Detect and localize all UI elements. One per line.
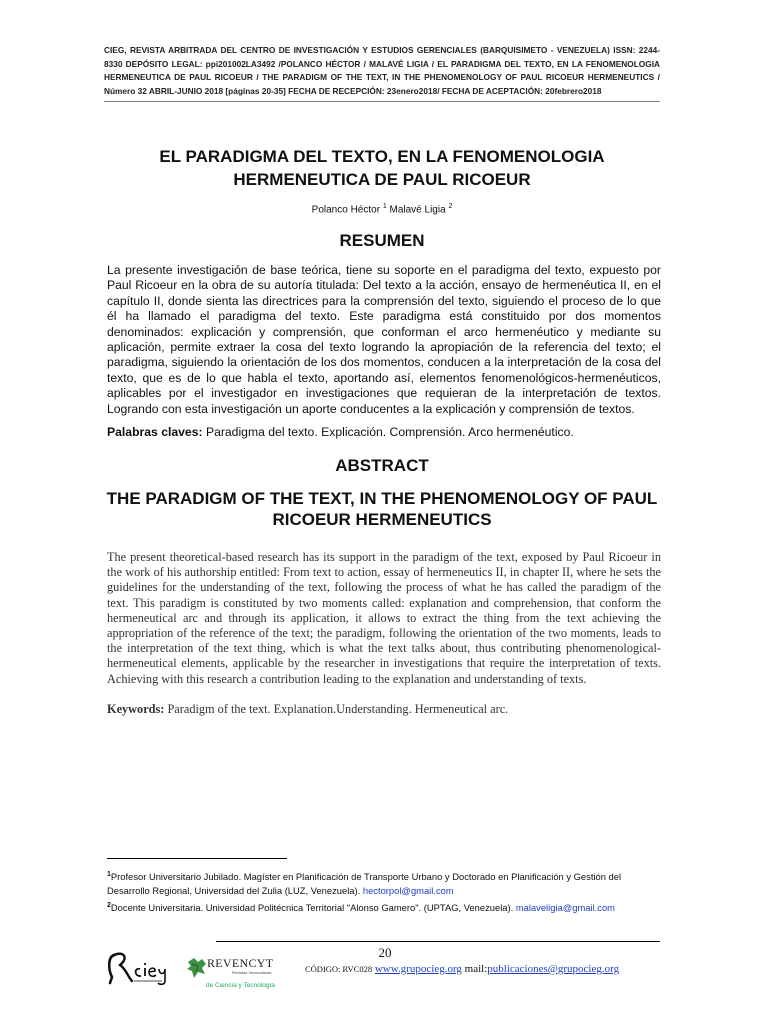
mail-label: mail: bbox=[464, 963, 488, 975]
resumen-body: La presente investigación de base teórica, tiene su soporte en el paradigma del texto, expuesto por Paul Ricoeur en la obra de su autoría titulada: Del texto a la acción, ensayo de hermenéutica II, en el capítulo II, donde sienta las directrices para la comprensión del texto, siguiendo el proceso de lo que él ha llamado el paradigma del texto. Este paradigma está constituido por dos momentos denominados: explicación y comprensión, que conforman el arco hermenéutico y mediante su aplicación, permite extraer la cosa del texto logrando la apropiación de la referencia del texto; el paradigma, siguiendo la orientación de los dos momentos, conducen a la interpretación de la cosa del texto, que es de lo que habla el texto, aportando así, elementos fenomenológicos-hermenéuticos, aplicables por el investigador en investigaciones que requieran de la interpretación de textos. Logrando con esta investigación un aporte conducentes a la explicación y comprensión de textos. bbox=[107, 263, 661, 416]
keywords bbox=[107, 702, 661, 717]
revencyt-subtitle: Revistas Venezolanas bbox=[232, 970, 272, 975]
page-number: 20 bbox=[378, 945, 392, 960]
footer-divider bbox=[216, 941, 660, 942]
author-2-footnote-ref: 2 bbox=[448, 203, 453, 210]
footnote-1-number: 1 bbox=[107, 871, 111, 878]
author-1-footnote-ref: 1 bbox=[382, 203, 387, 210]
footnote-1-text: Profesor Universitario Jubilado. Magíster en Planificación de Transporte Urbano y Doctorado en Planificación y Gestión del Desarrollo Regional, Universidad del Zulia (LUZ, Venezuela). bbox=[107, 871, 622, 896]
footnote-2 bbox=[107, 899, 663, 915]
palabras-claves-text: Paradigma del texto. Explicación. Comprensión. Arco hermenéutico. bbox=[205, 425, 574, 439]
palabras-claves-label: Palabras claves: bbox=[107, 425, 203, 439]
author-1: Polanco Héctor bbox=[311, 204, 381, 216]
footnote-2-email-link[interactable]: malaveligia@gmail.com bbox=[515, 902, 615, 914]
revencyt-logo-icon bbox=[186, 956, 208, 980]
revencyt-subtitle-2: de Ciencia y Tecnología bbox=[206, 982, 275, 989]
footnote-2-number: 2 bbox=[107, 902, 111, 909]
authors-line bbox=[104, 203, 660, 215]
revencyt-wordmark: REVENCYT bbox=[207, 956, 274, 970]
footnote-1-email-link[interactable]: hectorpol@gmail.com bbox=[362, 884, 454, 896]
keywords-text: Paradigm of the text. Explanation.Understanding. Hermeneutical arc. bbox=[167, 702, 509, 716]
cieg-logo-icon bbox=[104, 947, 168, 987]
footnote-1 bbox=[107, 868, 663, 897]
footer-contact bbox=[305, 963, 619, 975]
keywords-label: Keywords: bbox=[107, 702, 165, 716]
header-divider bbox=[104, 101, 660, 102]
abstract-title: THE PARADIGM OF THE TEXT, IN THE PHENOMENOLOGY OF PAUL RICOEUR HERMENEUTICS bbox=[106, 489, 658, 529]
journal-citation-header: CIEG, REVISTA ARBITRADA DEL CENTRO DE INVESTIGACIÓN Y ESTUDIOS GERENCIALES (BARQUISIMETO - VENEZUELA) ISSN: 2244-8330 DEPÓSITO LEGAL: ppi201002LA3492 /POLANCO HÉCTOR / MALAVÉ LIGIA / EL PARADIGMA DEL TEXTO, EN LA FENOMENOLOGIA HERMENEUTICA DE PAUL RICOEUR / THE PARADIGM OF THE TEXT, IN THE PHENOMENOLOGY OF PAUL RICOEUR HERMENEUTICS / Número 32 ABRIL-JUNIO 2018 [páginas 20-35] FECHA DE RECEPCIÓN: 23enero2018/ FECHA DE ACEPTACIÓN: 20febrero2018 bbox=[104, 45, 660, 96]
footnote-divider bbox=[107, 858, 287, 859]
codigo-label: CÓDIGO: RVC028 bbox=[305, 964, 373, 974]
article-title: EL PARADIGMA DEL TEXTO, EN LA FENOMENOLOGIA HERMENEUTICA DE PAUL RICOEUR bbox=[159, 147, 605, 189]
website-link[interactable]: www.grupocieg.org bbox=[374, 963, 462, 975]
author-2: Malavé Ligia bbox=[389, 204, 446, 216]
abstract-heading: ABSTRACT bbox=[335, 456, 429, 475]
resumen-heading: RESUMEN bbox=[339, 231, 425, 250]
abstract-body: The present theoretical-based research has its support in the paradigm of the text, exposed by Paul Ricoeur in the work of his authorship entitled: From text to action, essay of hermeneutics II, in chapter II, where he sets the guidelines for the understanding of the text, following the process of what he has called the paradigm of the text. This paradigm is constituted by two moments called: explanation and comprehension, that conform the hermeneutical arc and through its application, it allows to extract the thing from the text achieving the appropriation of the reference of the text; the paradigm, following the orientation of the two moments, leads to the interpretation of the text thing, which is what the text talks about, thus contributing phenomenological-hermeneutical elements, applicable by the researcher in investigations that require the interpretation of texts. Achieving with this research a contribution leading to the explanation and understanding of texts. bbox=[107, 550, 661, 686]
palabras-claves bbox=[107, 425, 661, 439]
mail-link[interactable]: publicaciones@grupocieg.org bbox=[487, 963, 620, 975]
footnote-2-text: Docente Universitaria. Universidad Politécnica Territorial "Alonso Gamero". (UPTAG, Venezuela). bbox=[110, 902, 516, 914]
